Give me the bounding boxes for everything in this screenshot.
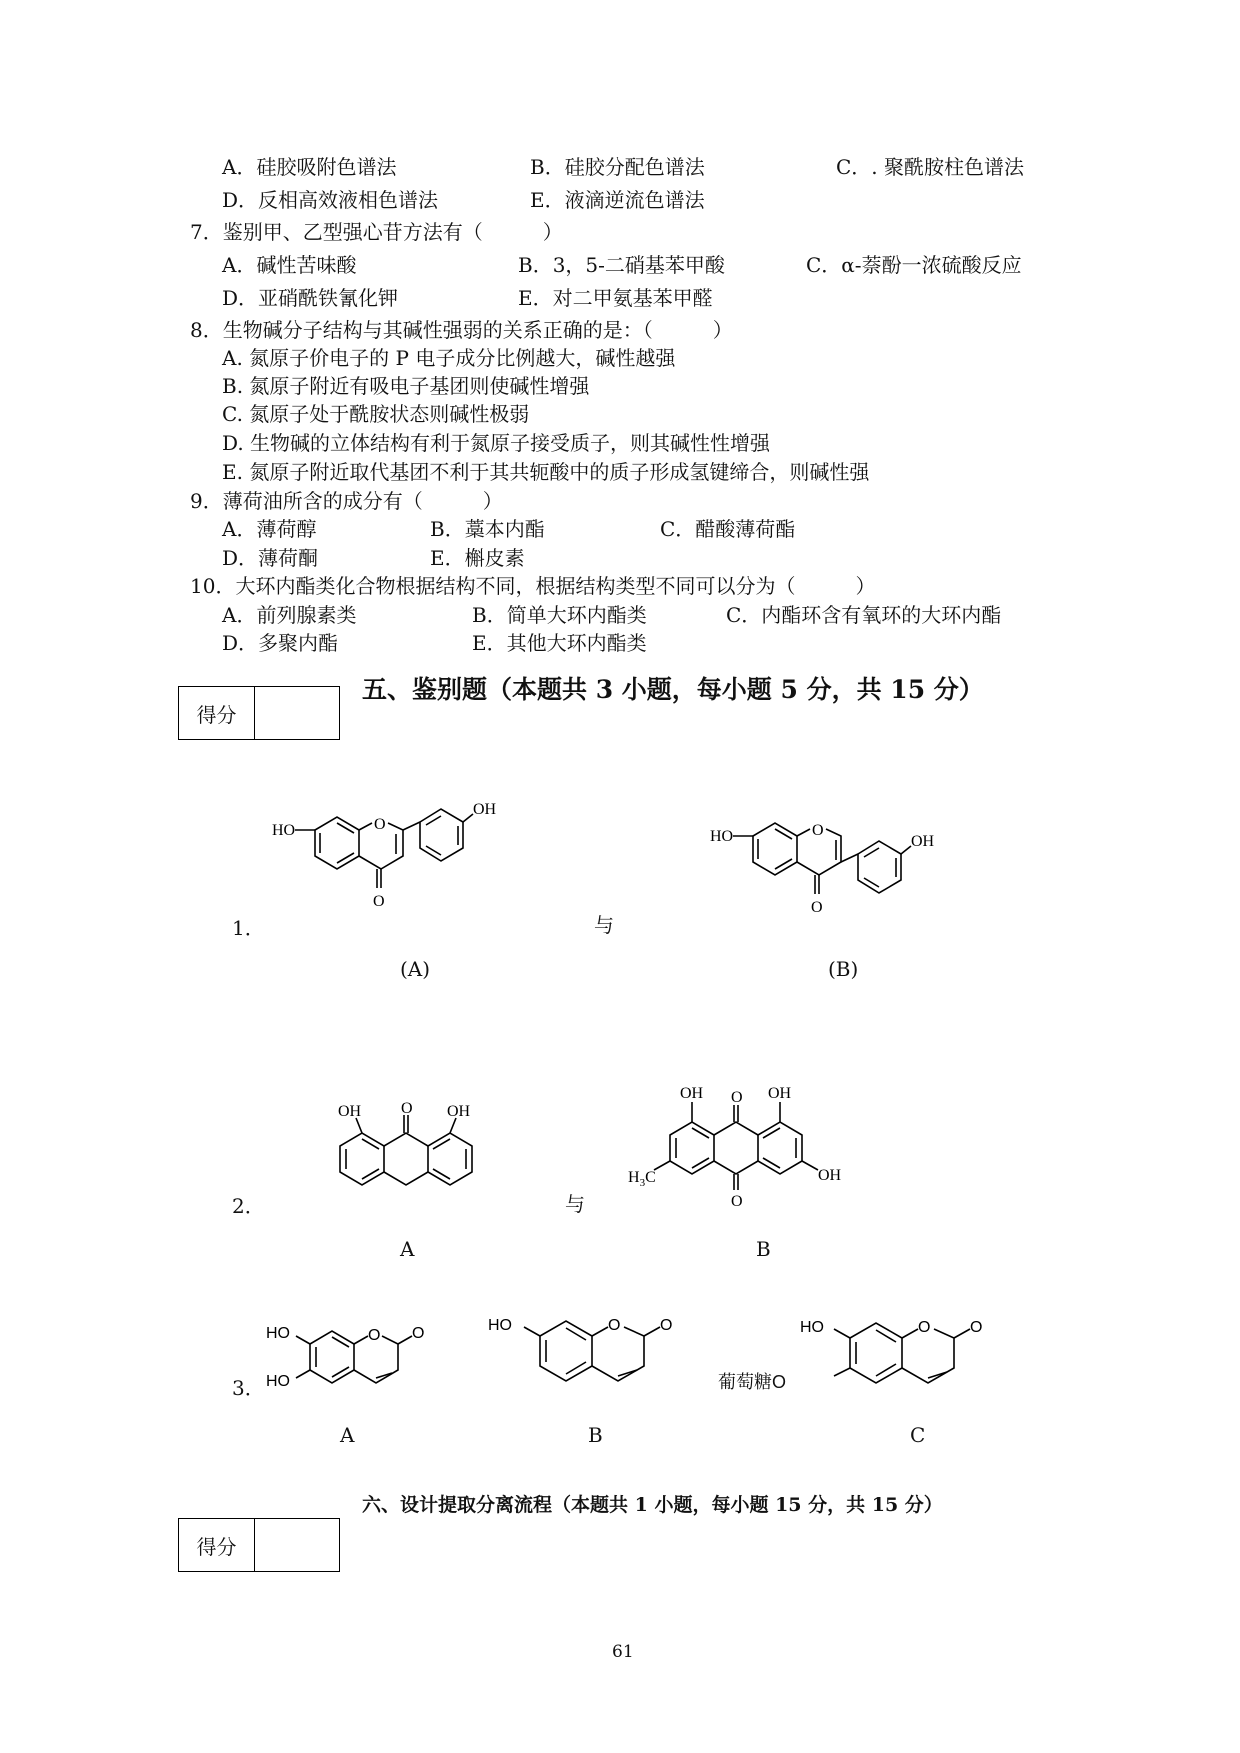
chem-oh-label: OH [680, 1085, 704, 1102]
chem-ho-label: HO [272, 822, 296, 839]
q9-option-c: C．醋酸薄荷酯 [660, 517, 796, 541]
q8-option-c: C. 氮原子处于酰胺状态则碱性极弱 [222, 402, 530, 426]
q9-option-b: B．藁本内酯 [430, 517, 545, 541]
chem-oh-label: OH [473, 801, 497, 818]
s5-q1-number: 1． [232, 916, 265, 940]
glucose-o-label: 葡萄糖O [718, 1372, 787, 1392]
s5-q1-label-b: (B) [828, 957, 859, 981]
q9-option-a: A．薄荷醇 [222, 517, 317, 541]
structure-coumarin-glycoside-c [794, 1302, 1004, 1412]
chem-oh-label: OH [338, 1103, 362, 1120]
s5-q3-label-c: C [910, 1423, 926, 1447]
chem-ho-label: HO [488, 1317, 512, 1334]
q8-option-e: E. 氮原子附近取代基团不利于其共轭酸中的质子形成氢键缔合，则碱性强 [222, 460, 870, 484]
structure-umbelliferone-b [484, 1300, 694, 1410]
structure-anthrone-a [320, 1100, 520, 1210]
chem-ring-oxygen: O [368, 1327, 381, 1344]
chem-ho-label: HO [266, 1325, 290, 1342]
chem-carbonyl-oxygen: O [970, 1319, 983, 1336]
chem-oh-label: OH [447, 1103, 471, 1120]
q7-option-e: E．对二甲氨基苯甲醛 [518, 286, 713, 310]
q8-stem: 8．生物碱分子结构与其碱性强弱的关系正确的是：（ ） [190, 318, 733, 342]
s5-q2-label-b: B [756, 1237, 771, 1261]
score-label: 得分 [179, 1519, 255, 1571]
q10-option-a: A．前列腺素类 [222, 603, 357, 627]
q7-option-c: C．α-萘酚一浓硫酸反应 [806, 253, 1022, 277]
chem-ring-oxygen: O [918, 1319, 931, 1336]
q10-option-b: B．简单大环内酯类 [472, 603, 647, 627]
chem-oh-label: OH [911, 833, 935, 850]
chem-oh-label: OH [768, 1085, 792, 1102]
chem-carbonyl-oxygen: O [401, 1100, 413, 1117]
q7-option-b: B．3，5-二硝基苯甲酸 [518, 253, 725, 277]
section5-title: 五、鉴别题（本题共 3 小题，每小题 5 分，共 15 分） [362, 675, 984, 704]
q10-stem: 10．大环内酯类化合物根据结构不同，根据结构类型不同可以分为（ ） [190, 574, 876, 598]
q9-option-e: E．槲皮素 [430, 546, 525, 570]
chem-carbonyl-oxygen: O [373, 893, 385, 910]
structure-esculetin-a [262, 1310, 452, 1410]
chem-carbonyl-oxygen: O [731, 1193, 743, 1210]
page-number: 61 [612, 1642, 634, 1662]
s5-q2-number: 2． [232, 1194, 265, 1218]
chem-ho-label: HO [266, 1373, 290, 1390]
s5-q1-yu: 与 [594, 913, 614, 937]
chem-ho-label: HO [710, 828, 734, 845]
score-box-section6 [178, 1518, 340, 1572]
section6-title: 六、设计提取分离流程（本题共 1 小题，每小题 15 分，共 15 分） [362, 1494, 943, 1516]
score-field [255, 1519, 339, 1571]
chem-carbonyl-oxygen: O [811, 899, 823, 916]
chem-ho-label: HO [800, 1319, 824, 1336]
structure-flavone-a [270, 800, 540, 930]
score-label: 得分 [179, 687, 255, 739]
q10-option-e: E．其他大环内酯类 [472, 631, 647, 655]
s5-q1-label-a: (A) [400, 957, 431, 981]
s5-q3-label-a: A [340, 1423, 355, 1447]
q9-option-d: D．薄荷酮 [222, 546, 319, 570]
q7-option-a: A．碱性苦味酸 [222, 253, 357, 277]
chem-carbonyl-oxygen: O [731, 1089, 743, 1106]
q6-option-d: D．反相高效液相色谱法 [222, 188, 439, 212]
structure-emodin-b [630, 1080, 890, 1220]
s5-q3-number: 3． [232, 1376, 265, 1400]
q8-option-b: B. 氮原子附近有吸电子基团则使碱性增强 [222, 374, 590, 398]
q7-stem: 7．鉴别甲、乙型强心苷方法有（ ） [190, 220, 563, 244]
score-field [255, 687, 339, 739]
score-box-section5 [178, 686, 340, 740]
q6-option-b: B．硅胶分配色谱法 [530, 155, 705, 179]
structure-isoflavone-b [708, 806, 978, 936]
chem-carbonyl-oxygen: O [412, 1325, 425, 1342]
chem-ring-oxygen: O [812, 822, 824, 839]
s5-q2-yu: 与 [565, 1192, 585, 1216]
s5-q2-label-a: A [400, 1237, 415, 1261]
q8-option-a: A. 氮原子价电子的 P 电子成分比例越大，碱性越强 [222, 346, 676, 370]
chem-carbonyl-oxygen: O [660, 1317, 673, 1334]
q8-option-d: D. 生物碱的立体结构有利于氮原子接受质子，则其碱性性增强 [222, 431, 771, 455]
chem-oh-label: OH [818, 1167, 842, 1184]
chem-ring-oxygen: O [374, 816, 386, 833]
q9-stem: 9．薄荷油所含的成分有（ ） [190, 489, 503, 513]
q6-option-c: C．. 聚酰胺柱色谱法 [836, 155, 1025, 179]
q7-option-d: D．亚硝酰铁氰化钾 [222, 286, 399, 310]
s5-q3-label-b: B [588, 1423, 603, 1447]
q6-option-a: A．硅胶吸附色谱法 [222, 155, 397, 179]
q10-option-c: C．内酯环含有氧环的大环内酯 [726, 603, 1002, 627]
chem-methyl-label: $H_3C$ [628, 1169, 656, 1189]
q10-option-d: D．多聚内酯 [222, 631, 339, 655]
q6-option-e: E．液滴逆流色谱法 [530, 188, 705, 212]
chem-ring-oxygen: O [608, 1317, 621, 1334]
